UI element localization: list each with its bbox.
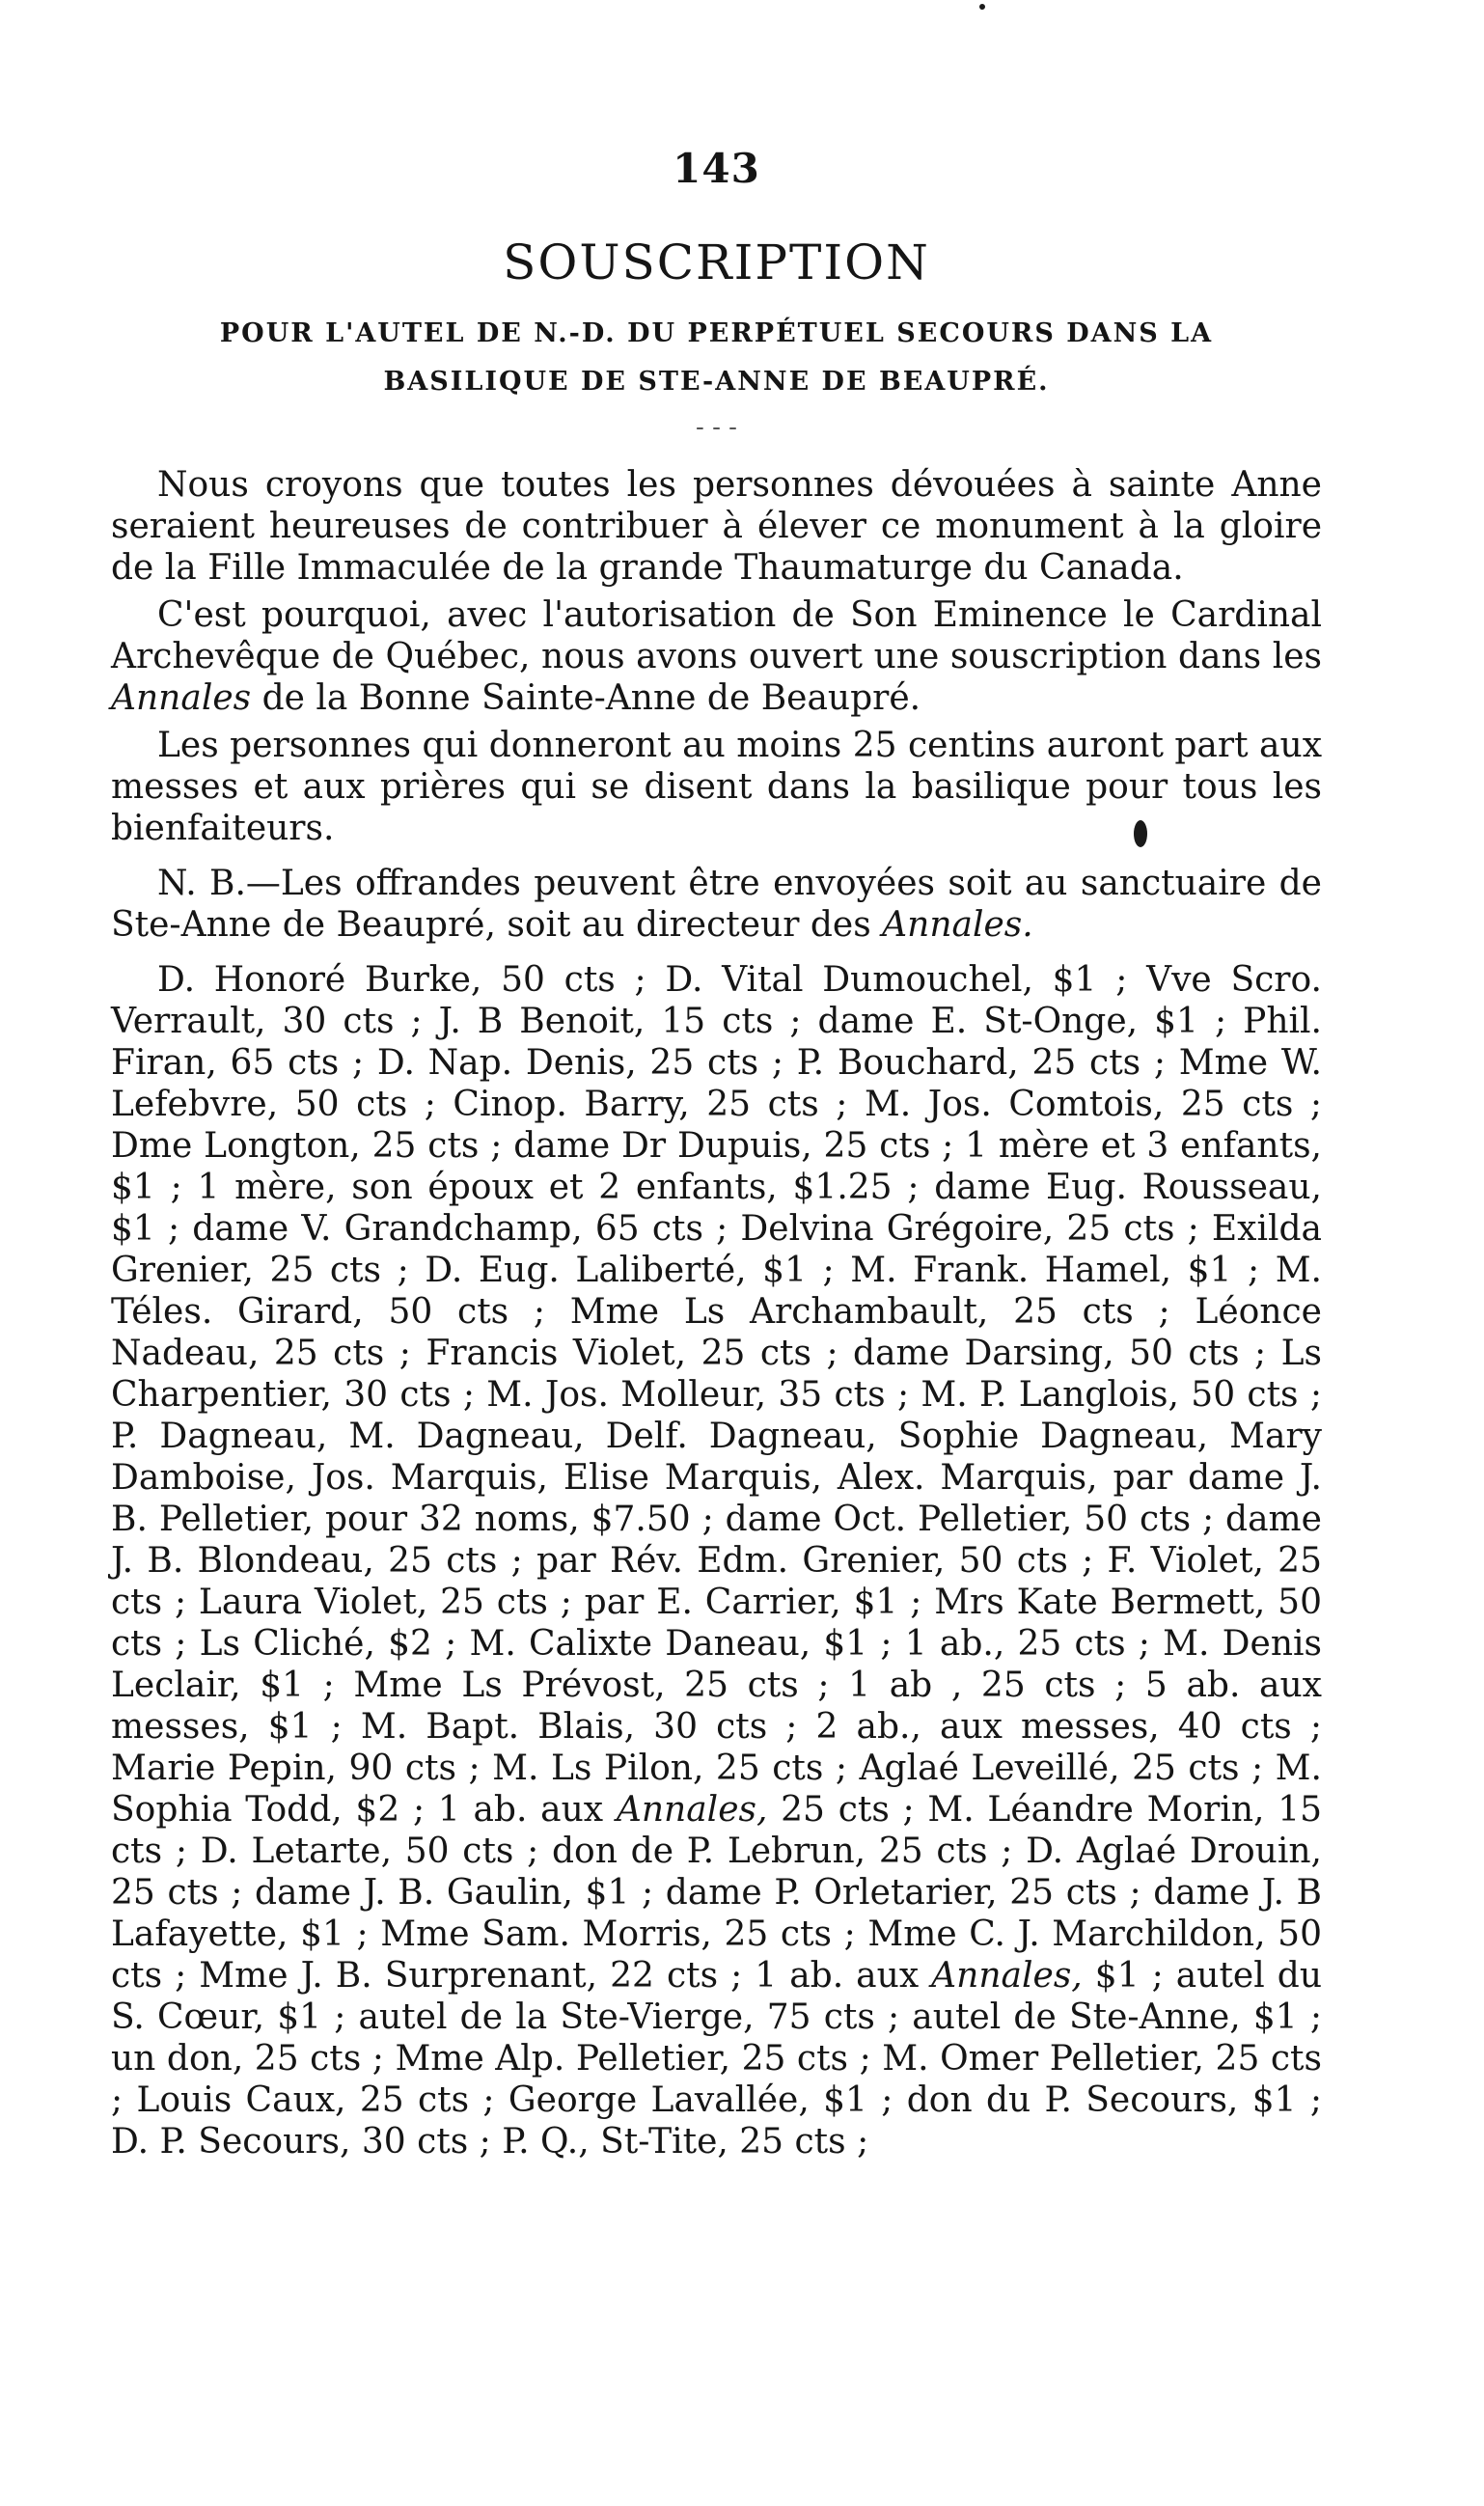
nota-bene-text: N. B.—Les offrandes peuvent être envoyées soit au sanctuaire de Ste-Anne de Beaupré, soit au directeur des xyxy=(111,864,1322,945)
intro-paragraph-2-end: de la Bonne Sainte-Anne de Beaupré. xyxy=(251,678,921,718)
intro-paragraph-2 xyxy=(111,594,1322,719)
annales-italic: Annales, xyxy=(931,1956,1083,1996)
subtitle-line-2: BASILIQUE DE STE-ANNE DE BEAUPRÉ. xyxy=(383,367,1050,397)
donor-list-part-2: 25 cts ; M. Léandre Morin, 15 cts ; D. Letarte, 50 cts ; don de P. Lebrun, 25 cts ; D. Aglaé Drouin, 25 cts ; dame J. B. Gaulin, $1 ; dame P. Orletarier, 25 cts ; dame J. B Lafayette, $1 ; Mme Sam. Morris, 25 cts ; Mme C. J. Marchildon, 50 cts ; Mme J. B. Surprenant, 22 cts ; 1 ab. aux xyxy=(111,1790,1323,1996)
intro-paragraph-1: Nous croyons que toutes les personnes dévouées à sainte Anne seraient heureuses de contribuer à élever ce monument à la gloire de la Fille Immaculée de la grande Thaumaturge du Canada. xyxy=(111,465,1322,588)
intro-paragraph-3: Les personnes qui donneront au moins 25 centins auront part aux messes et aux prières qui se disent dans la basilique pour tous les bienfaiteurs. xyxy=(111,726,1322,848)
subtitle-line-1: POUR L'AUTEL DE N.-D. DU PERPÉTUEL SECOURS DANS LA xyxy=(219,318,1214,348)
intro-paragraph-2-text: C'est pourquoi, avec l'autorisation de Son Eminence le Cardinal Archevêque de Québec, nous avons ouvert une souscription dans les xyxy=(111,595,1322,676)
page-number: 143 xyxy=(673,145,760,192)
donor-list-part-3: $1 ; autel du S. Cœur, $1 ; autel de la Ste-Vierge, 75 cts ; autel de Ste-Anne, $1 ; un don, 25 cts ; Mme Alp. Pelletier, 25 cts ; M. Omer Pelletier, 25 cts ; Louis Caux, 25 cts ; George Lavallée, $1 ; don du P. Secours, $1 ; D. P. Secours, 30 cts ; P. Q., St-Tite, 25 cts ; xyxy=(111,1956,1322,2162)
page-title: SOUSCRIPTION xyxy=(503,234,930,290)
document-page xyxy=(111,145,1322,2162)
donor-list-part-1: D. Honoré Burke, 50 cts ; D. Vital Dumouchel, $1 ; Vve Scro. Verrault, 30 cts ; J. B Benoit, 15 cts ; dame E. St-Onge, $1 ; Phil. Firan, 65 cts ; D. Nap. Denis, 25 cts ; P. Bouchard, 25 cts ; Mme W. Lefebvre, 50 cts ; Cinop. Barry, 25 cts ; M. Jos. Comtois, 25 cts ; Dme Longton, 25 cts ; dame Dr Dupuis, 25 cts ; 1 mère et 3 enfants, $1 ; 1 mère, son époux et 2 enfants, $1.25 ; dame Eug. Rousseau, $1 ; dame V. Grandchamp, 65 cts ; Delvina Grégoire, 25 cts ; Exilda Grenier, 25 cts ; D. Eug. Laliberté, $1 ; M. Frank. Hamel, $1 ; M. Téles. Girard, 50 cts ; Mme Ls Archambault, 25 cts ; Léonce Nadeau, 25 cts ; Francis Violet, 25 cts ; dame Darsing, 50 cts ; Ls Charpentier, 30 cts ; M. Jos. Molleur, 35 cts ; M. P. Langlois, 50 cts ; P. Dagneau, M. Dagneau, Delf. Dagneau, Sophie Dagneau, Mary Damboise, Jos. Marquis, Elise Marquis, Alex. Marquis, par dame J. B. Pelletier, pour 32 noms, $7.50 ; dame Oct. Pelletier, 50 cts ; dame J. B. Blondeau, 25 cts ; par Rév. Edm. Grenier, 50 cts ; F. Violet, 25 cts ; Laura Violet, 25 cts ; par E. Carrier, $1 ; Mrs Kate Bermett, 50 cts ; Ls Cliché, $2 ; M. Calixte Daneau, $1 ; 1 ab., 25 cts ; M. Denis Leclair, $1 ; Mme Ls Prévost, 25 cts ; 1 ab , 25 cts ; 5 ab. aux messes, $1 ; M. Bapt. Blais, 30 cts ; 2 ab., aux messes, 40 cts ; Marie Pepin, 90 cts ; M. Ls Pilon, 25 cts ; Aglaé Leveillé, 25 cts ; M. Sophia Todd, $2 ; 1 ab. aux xyxy=(111,960,1322,1830)
page-subtitle xyxy=(111,310,1322,406)
annales-italic: Annales xyxy=(111,678,252,718)
nota-bene-paragraph xyxy=(111,863,1322,946)
ink-smudge xyxy=(1134,820,1147,847)
donor-list xyxy=(111,959,1322,2162)
separator-dash: - - - xyxy=(696,413,737,442)
ink-speck xyxy=(979,4,985,10)
annales-italic: Annales, xyxy=(616,1790,768,1830)
annales-italic: Annales. xyxy=(882,905,1033,945)
